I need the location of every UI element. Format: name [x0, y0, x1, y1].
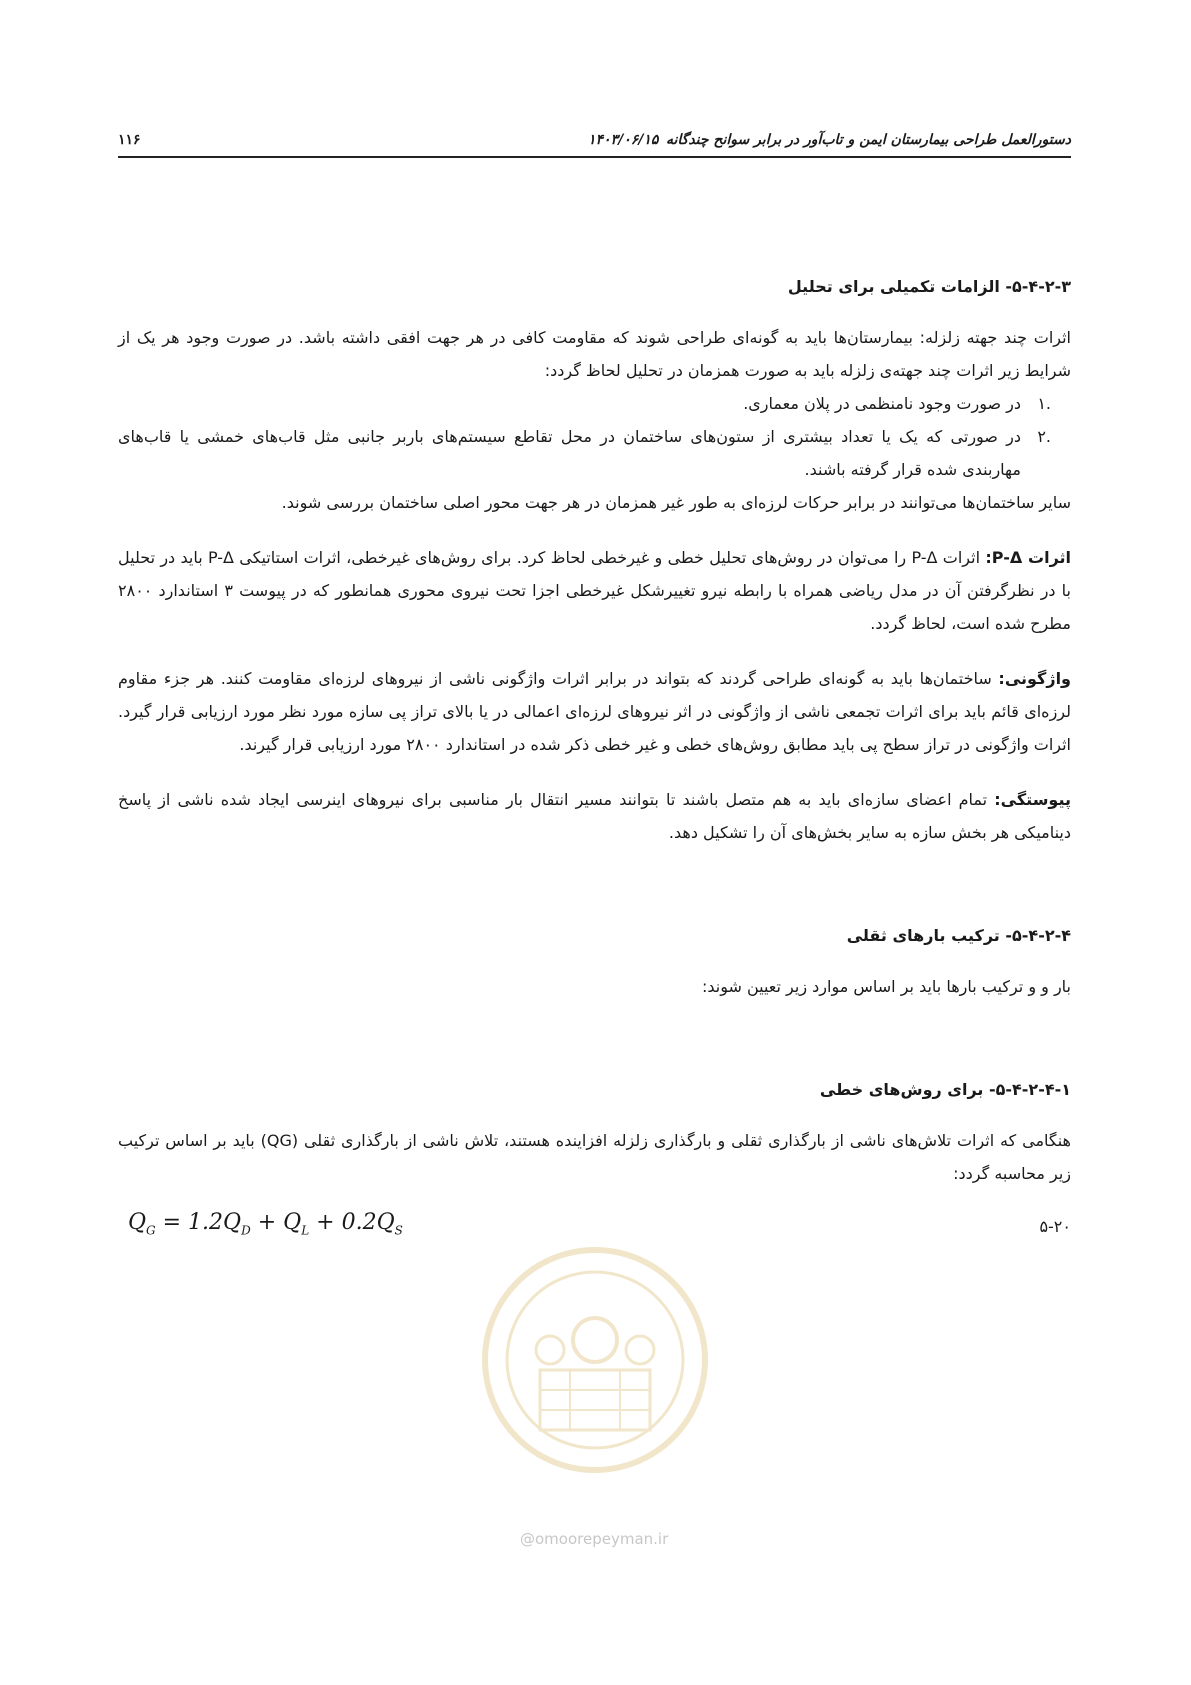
- section-heading-linear-methods: ۵-۴-۲-۴-۱- برای روش‌های خطی: [819, 1080, 1071, 1099]
- overturning-paragraph: [118, 662, 1071, 761]
- watermark-text: @omoorepeyman.ir: [520, 1530, 669, 1548]
- section-heading-gravity-loads: ۵-۴-۲-۴- ترکیب بارهای ثقلی: [846, 926, 1071, 945]
- overturning-lead: واژگونی:: [998, 669, 1071, 688]
- list-item-text: در صورت وجود نامنظمی در پلان معماری.: [743, 394, 1021, 413]
- list-item-text: در صورتی که یک یا تعداد بیشتری از ستون‌های ساختمان در محل تقاطع سیستم‌های باربر جانبی مثل قاب‌های خمشی یا قاب‌های مهاربندی شده قرار گرفته باشند.: [118, 427, 1021, 479]
- header-title: دستورالعمل طراحی بیمارستان ایمن و تاب‌آور در برابر سوانح چندگانه: [665, 132, 1071, 148]
- watermark-logo: [470, 1235, 720, 1485]
- pdelta-paragraph: [118, 541, 1071, 640]
- page-number: ۱۱۶: [118, 132, 141, 148]
- list-item: [118, 420, 1071, 486]
- pdelta-text: اثرات P-Δ را می‌توان در روش‌های تحلیل خطی و غیرخطی لحاظ کرد. برای روش‌های غیرخطی، اثرات استاتیکی P-Δ باید در تحلیل با در نظرگرفتن آن در مدل ریاضی همراه با رابطه نیرو تغییرشکل غیرخطی اجزا تحت نیروی محوری همانطور که در پیوست ۳ استاندارد ۲۸۰۰ مطرح شده است، لحاظ گردد.: [118, 548, 1072, 633]
- equation-number: ۵-۲۰: [1039, 1217, 1071, 1236]
- continuity-lead: پیوستگی:: [994, 790, 1071, 809]
- multidirection-paragraph: اثرات چند جهته زلزله: بیمارستان‌ها باید به گونه‌ای طراحی شوند که مقاومت کافی در هر جهت افقی داشته باشد. در صورت وجود هر یک از شرایط زیر اثرات چند جهته‌ی زلزله باید به صورت همزمان در تحلیل لحاظ گردد:: [118, 328, 1071, 380]
- conditions-list: [118, 387, 1071, 486]
- page-header: [118, 130, 1071, 158]
- closing-paragraph: سایر ساختمان‌ها می‌توانند در برابر حرکات لرزه‌ای به طور غیر همزمان در هر جهت محور اصلی ساختمان بررسی شوند.: [281, 493, 1071, 512]
- list-item-number: .۱: [1037, 394, 1051, 413]
- pdelta-lead: اثرات P-Δ:: [985, 548, 1072, 567]
- equation: $Q_G = 1.2Q_D + Q_L + 0.2Q_S$: [128, 1210, 403, 1238]
- list-item: [118, 387, 1071, 420]
- continuity-text: تمام اعضای سازه‌ای باید به هم متصل باشند تا بتوانند مسیر انتقال بار مناسبی برای نیروهای اینرسی ایجاد شده ناشی از پاسخ دینامیکی هر بخش سازه به سایر بخش‌های آن را تشکیل دهد.: [118, 790, 1071, 842]
- gravity-loads-paragraph: بار و و ترکیب بارها باید بر اساس موارد زیر تعیین شوند:: [701, 977, 1071, 996]
- linear-methods-paragraph: هنگامی که اثرات تلاش‌های ناشی از بارگذاری ثقلی و بارگذاری زلزله افزاینده هستند، تلاش ناشی از بارگذاری ثقلی (QG) باید بر اساس ترکیب زیر محاسبه گردد:: [118, 1131, 1071, 1183]
- header-date: ۱۴۰۳/۰۶/۱۵: [588, 132, 659, 148]
- page-content: [118, 270, 1071, 1250]
- overturning-text: ساختمان‌ها باید به گونه‌ای طراحی گردند که بتواند در برابر اثرات واژگونی ناشی از نیروهای لرزه‌ای مقاومت کنند. هر جزء مقاوم لرزه‌ای قائم باید برای اثرات تجمعی ناشی از واژگونی در اثر نیروهای لرزه‌ای اعمالی در یا بالای تراز پی سازه مورد نظر مورد ارزیابی قرار گیرد. اثرات واژگونی در تراز سطح پی باید مطابق روش‌های خطی و غیر خطی ذکر شده در استاندارد ۲۸۰۰ مورد ارزیابی قرار گیرند.: [118, 669, 1071, 754]
- section-heading-analysis: ۵-۴-۲-۳- الزامات تکمیلی برای تحلیل: [787, 277, 1071, 296]
- continuity-paragraph: [118, 783, 1071, 849]
- list-item-number: .۲: [1037, 427, 1051, 446]
